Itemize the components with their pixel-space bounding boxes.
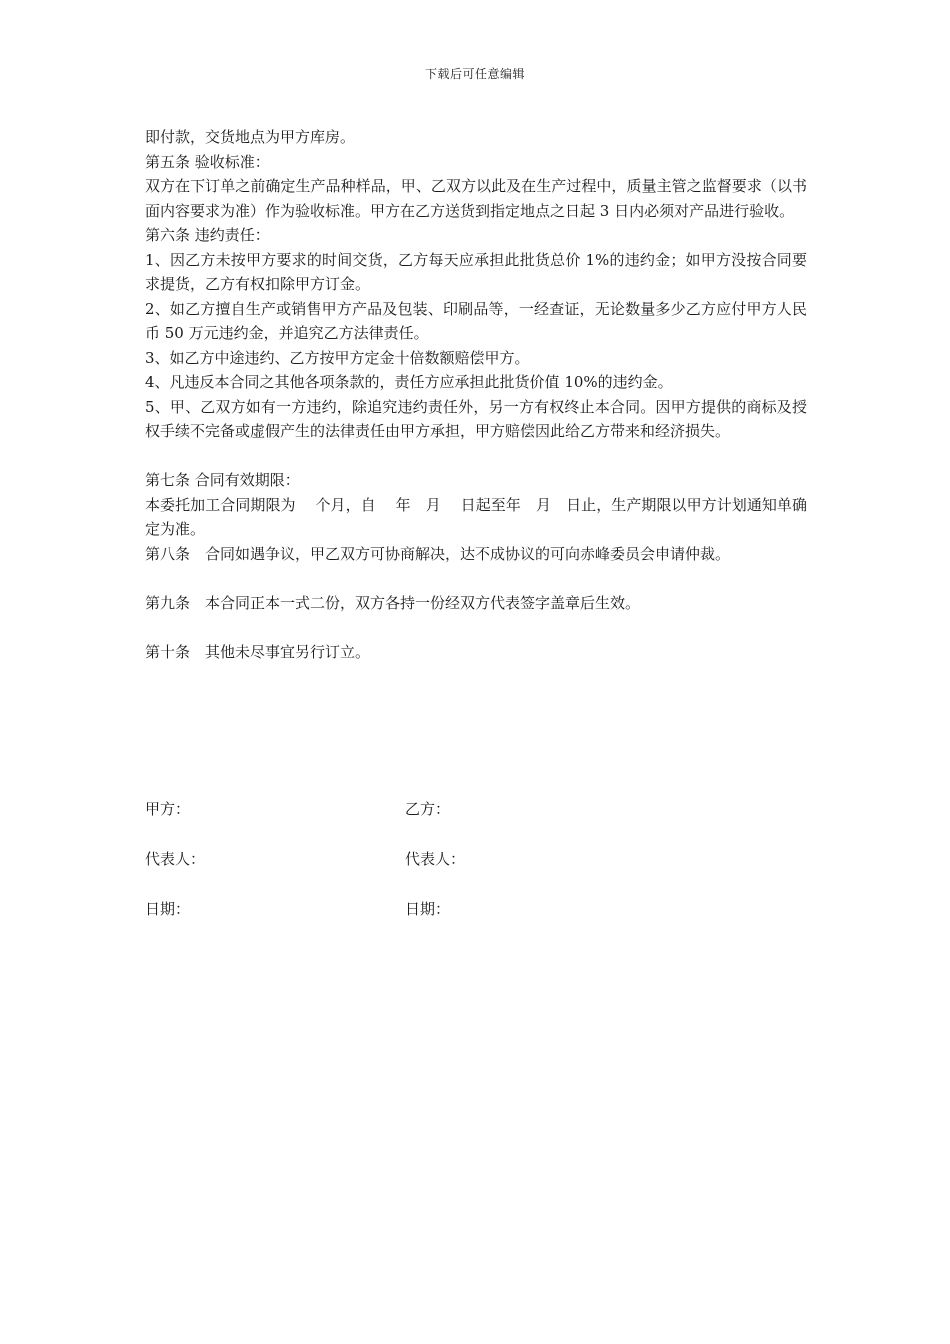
- signature-row-party: [145, 797, 807, 847]
- clause-6-4: 4、凡违反本合同之其他各项条款的，责任方应承担此批货价值 10%的违约金。: [145, 373, 673, 391]
- clause-6-3: 3、如乙方中途违约、乙方按甲方定金十倍数额赔偿甲方。: [145, 348, 530, 367]
- article-10: 第十条 其他未尽事宜另行订立。: [145, 642, 371, 661]
- paragraph-acceptance: 双方在下订单之前确定生产品种样品，甲、乙双方以此及在生产过程中，质量主管之监督要求（以书面内容要求为准）作为验收标准。甲方在乙方送货到指定地点之日起 3 日内必须对产品进行验收。: [145, 177, 807, 220]
- signature-block: [145, 797, 807, 947]
- blank-line: [145, 566, 807, 591]
- page-header: 下载后可任意编辑: [424, 67, 525, 81]
- date-a-label: 日期：: [145, 900, 191, 918]
- paragraph-payment: 即付款，交货地点为甲方库房。: [145, 128, 356, 146]
- heading-article-6: 第六条 违约责任：: [145, 226, 270, 244]
- date-b-label: 日期：: [405, 900, 451, 918]
- representative-b-label: 代表人：: [405, 850, 466, 868]
- signature-row-representative: [145, 847, 807, 897]
- clause-6-5: 5、甲、乙双方如有一方违约，除追究违约责任外，另一方有权终止本合同。因甲方提供的商标及授权手续不完备或虚假产生的法律责任由甲方承担，甲方赔偿因此给乙方带来和经济损失。: [145, 397, 807, 440]
- paragraph-term: 本委托加工合同期限为 个月，自 年 月 日起至年 月 日止，生产期限以甲方计划通知单确定为准。: [145, 495, 807, 538]
- blank-line: [145, 444, 807, 469]
- heading-article-5: 第五条 验收标准：: [145, 152, 270, 171]
- clause-6-1: 1、因乙方未按甲方要求的时间交货，乙方每天应承担此批货总价 1%的违约金；如甲方没按合同要求提货，乙方有权扣除甲方订金。: [145, 250, 807, 293]
- article-9: 第九条 本合同正本一式二份，双方各持一份经双方代表签字盖章后生效。: [145, 593, 641, 612]
- article-8: 第八条 合同如遇争议，甲乙双方可协商解决，达不成协议的可向赤峰委员会申请仲裁。: [145, 544, 731, 563]
- signature-row-date: [145, 897, 807, 947]
- clause-6-2: 2、如乙方擅自生产或销售甲方产品及包装、印刷品等，一经查证，无论数量多少乙方应付甲方人民币 50 万元违约金，并追究乙方法律责任。: [145, 299, 807, 342]
- party-b-label: 乙方：: [405, 800, 451, 818]
- representative-a-label: 代表人：: [145, 850, 206, 868]
- contract-body: [145, 125, 807, 664]
- party-a-label: 甲方：: [145, 800, 191, 818]
- blank-line: [145, 615, 807, 640]
- heading-article-7: 第七条 合同有效期限：: [145, 471, 300, 489]
